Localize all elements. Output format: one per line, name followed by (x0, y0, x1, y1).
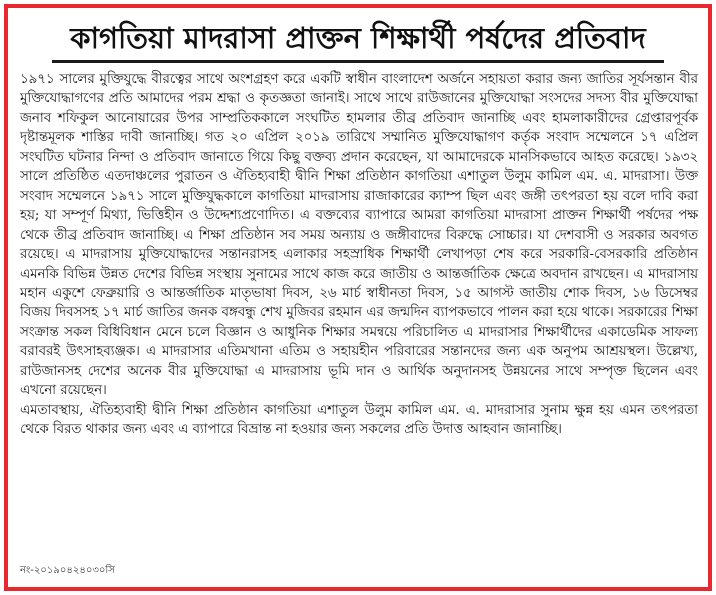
reference-number: নং-২০১৯০৪২৪০৩০সি (20, 565, 115, 576)
body-paragraph-2: এমতাবস্থায়, ঐতিহ্যবাহী দ্বীনি শিক্ষা প্রতিষ্ঠান কাগতিয়া এশাতুল উলুম কামিল এম. এ. মাদরাসার সুনাম ক্ষুন্ন হয় এমন তৎপরতা থেকে বিরত থাকার জন্য এবং এ ব্যাপারে বিভ্রান্ত না হওয়ার জন্য সকলের প্রতি উদাত্ত আহবান জানাচ্ছি। (20, 402, 698, 438)
notice-frame (4, 4, 712, 591)
notice-body (20, 70, 698, 561)
notice-title: কাগতিয়া মাদরাসা প্রাক্তন শিক্ষার্থী পর্ষদের প্রতিবাদ (70, 21, 646, 55)
body-paragraph-1: ১৯৭১ সালের মুক্তিযুদ্ধে বীরত্বের সাথে অংশগ্রহণ করে একটি স্বাধীন বাংলাদেশ অর্জনে সহায়তা করার জন্য জাতির সূর্যসন্তান বীর মুক্তিযোদ্ধাগণের প্রতি আমাদের পরম শ্রদ্ধা ও কৃতজ্ঞতা জানাই। সাথে সাথে রাউজানের মুক্তিযোদ্ধা সংসদের সদস্য বীর মুক্তিযোদ্ধা জনাব শফিকুল আনোয়ারের উপর সাম্প্রতিককালে সংঘটিত হামলার তীব্র প্রতিবাদ জানাচ্ছি এবং হামলাকারীদের গ্রেপ্তারপূর্বক দৃষ্টান্তমূলক শাস্তির দাবী জানাচ্ছি। গত ২০ এপ্রিল ২০১৯ তারিখে সম্মানিত মুক্তিযোদ্ধাগণ কর্তৃক সংবাদ সম্মেলনে ১৭ এপ্রিল সংঘটিত ঘটনার নিন্দা ও প্রতিবাদ জানাতে গিয়ে কিছু বক্তব্য প্রদান করেছেন, যা আমাদেরকে মানসিকভাবে আহত করেছে। ১৯৩২ সালে প্রতিষ্ঠিত এতদাঞ্চলের পুরাতন ও ঐতিহ্যবাহী দ্বীনি শিক্ষা প্রতিষ্ঠান কাগতিয়া এশাতুল উলুম কামিল এম. এ. মাদরাসা। উক্ত সংবাদ সম্মেলনে ১৯৭১ সালে মুক্তিযুদ্ধকালে কাগতিয়া মাদরাসায় রাজাকারের ক্যাম্প ছিল এবং জঙ্গী তৎপরতা হয় বলে দাবি করা হয়; যা সম্পূর্ণ মিথ্যা, ভিত্তিহীন ও উদ্দেশ্যপ্রণোদিত। এ বক্তব্যের ব্যাপারে আমরা কাগতিয়া মাদরাসা প্রাক্তন শিক্ষার্থী পর্ষদের পক্ষ থেকে তীব্র প্রতিবাদ জানাচ্ছি। এ শিক্ষা প্রতিষ্ঠান সব সময় অন্যায় ও জঙ্গীবাদের বিরুদ্ধে সোচ্চার। যা দেশবাসী ও সরকার অবগত রয়েছে। এ মাদরাসায় মুক্তিযোদ্ধাদের সন্তানরাসহ এলাকার সহস্রাধিক শিক্ষার্থী লেখাপড়া শেষ করে সরকারি-বেসরকারি প্রতিষ্ঠান এমনকি বিভিন্ন উন্নত দেশের বিভিন্ন সংস্থায় সুনামের সাথে কাজ করে জাতীয় ও আন্তর্জাতিক ক্ষেত্রে অবদান রাখছেন। এ মাদরাসায় মহান একুশে ফেব্রুয়ারি ও আন্তর্জাতিক মাতৃভাষা দিবস, ২৬ মার্চ স্বাধীনতা দিবস, ১৫ আগস্ট জাতীয় শোক দিবস, ১৬ ডিসেম্বর বিজয় দিবসসহ ১৭ মার্চ জাতির জনক বঙ্গবন্ধু শেখ মুজিবর রহমান এর জন্মদিন ব্যাপকভাবে পালন করা হয়ে থাকে। সরকারের শিক্ষা সংক্রান্ত সকল বিধিবিধান মেনে চলে বিজ্ঞান ও আধুনিক শিক্ষার সমন্বয়ে পরিচালিত এ মাদরাসার শিক্ষার্থীদের একাডেমিক সাফল্য বরাবরই উৎসাহব্যঞ্জক। এ মাদরাসার এতিমখানা এতিম ও সহায়হীন পরিবারের সন্তানদের জন্য এক অনুপম আশ্রয়স্থল। উল্লেখ্য, রাউজানসহ দেশের অনেক বীর মুক্তিযোদ্ধা এ মাদরাসায় ভূমি দান ও আর্থিক অনুদানসহ উন্নয়নের সাথে সম্পৃক্ত ছিলেন এবং এখনো রয়েছেন। (20, 72, 698, 399)
title-underline (52, 60, 664, 63)
